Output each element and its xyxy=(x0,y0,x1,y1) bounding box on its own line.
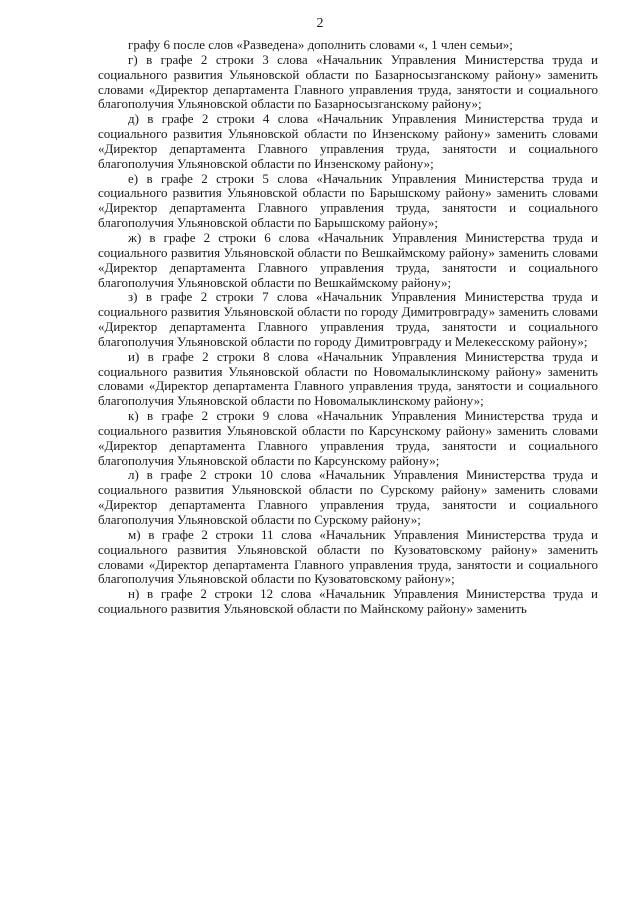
paragraph-item-z: з) в графе 2 строки 7 слова «Начальник Управления Министерства труда и социального развития Ульяновской области по городу Димитровграду» заменить словами «Директор департамента Главного управления труда, занятости и социального благополучия Ульяновской области по городу Димитровграду и Мелекесскому району»; xyxy=(98,289,598,349)
page-number: 2 xyxy=(316,16,324,31)
paragraph-item-n: н) в графе 2 строки 12 слова «Начальник Управления Министерства труда и социального развития Ульяновской области по Майнскому району» заменить xyxy=(98,586,598,617)
paragraph-item-l: л) в графе 2 строки 10 слова «Начальник Управления Министерства труда и социального развития Ульяновской области по Сурскому району» заменить словами «Директор департамента Главного управления труда, занятости и социального благополучия Ульяновской области по Сурскому району»; xyxy=(98,467,598,527)
paragraph-item-d: д) в графе 2 строки 4 слова «Начальник Управления Министерства труда и социального развития Ульяновской области по Инзенскому району» заменить словами «Директор департамента Главного управления труда, занятости и социального благополучия Ульяновской области по Инзенскому району»; xyxy=(98,111,598,171)
paragraph-item-k: к) в графе 2 строки 9 слова «Начальник Управления Министерства труда и социального развития Ульяновской области по Карсунскому району» заменить словами «Директор департамента Главного управления труда, занятости и социального благополучия Ульяновской области по Карсунскому району»; xyxy=(98,408,598,468)
paragraph-item-m: м) в графе 2 строки 11 слова «Начальник Управления Министерства труда и социального развития Ульяновской области по Кузоватовскому району» заменить словами «Директор департамента Главного управления труда, занятости и социального благополучия Ульяновской области по Кузоватовскому району»; xyxy=(98,526,598,587)
paragraph-item-zh: ж) в графе 2 строки 6 слова «Начальник Управления Министерства труда и социального развития Ульяновской области по Вешкаймскому району» заменить словами «Директор департамента Главного управления труда, занятости и социального благополучия Ульяновской области по Вешкаймскому району»; xyxy=(98,229,598,290)
document-body xyxy=(98,38,598,617)
paragraph-item-i: и) в графе 2 строки 8 слова «Начальник Управления Министерства труда и социального развития Ульяновской области по Новомалыклинскому району» заменить словами «Директор департамента Главного управления труда, занятости и социального благополучия Ульяновской области по Новомалыклинскому району»; xyxy=(98,348,598,409)
paragraph-item-e: е) в графе 2 строки 5 слова «Начальник Управления Министерства труда и социального развития Ульяновской области по Барышскому району» заменить словами «Директор департамента Главного управления труда, занятости и социального благополучия Ульяновской области по Барышскому району»; xyxy=(98,170,598,231)
paragraph-item-g: г) в графе 2 строки 3 слова «Начальник Управления Министерства труда и социального развития Ульяновской области по Базарносызганскому району» заменить словами «Директор департамента Главного управления труда, занятости и социального благополучия Ульяновской области по Базарносызганскому району»; xyxy=(98,51,598,112)
paragraph-continuation: графу 6 после слов «Разведена» дополнить словами «, 1 член семьи»; xyxy=(128,37,513,52)
